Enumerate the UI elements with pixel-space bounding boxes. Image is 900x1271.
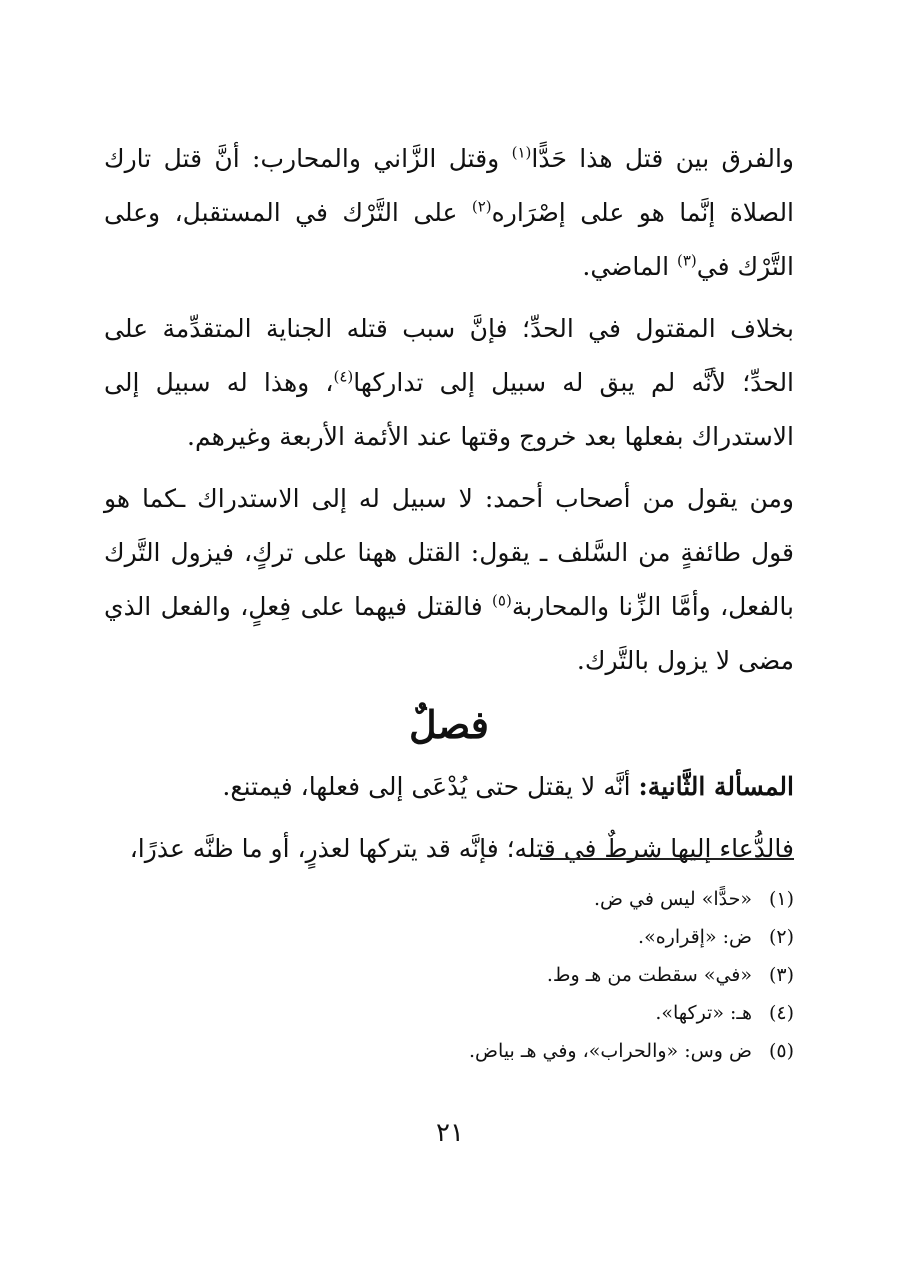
section-heading: فصلٌ bbox=[409, 702, 489, 747]
footnote-separator bbox=[540, 858, 794, 860]
paragraph-1-text-c: على التَّرْك في المستقبل، وعلى التَّرْك في bbox=[104, 198, 794, 281]
footnote-number: (٥) bbox=[768, 1040, 794, 1062]
issue-title: المسألة الثَّانية: bbox=[638, 772, 794, 801]
footnote-number: (١) bbox=[768, 888, 794, 910]
footnote-number: (٤) bbox=[768, 1002, 794, 1024]
footnote-item bbox=[194, 880, 794, 918]
paragraph-2 bbox=[104, 302, 794, 464]
footnote-ref-4[interactable]: (٤) bbox=[333, 367, 354, 386]
footnote-number: (٢) bbox=[768, 926, 794, 948]
paragraph-5: فالدُّعاء إليها شرطٌ في قتله؛ فإنَّه قد يتركها لعذرٍ، أو ما ظنَّه عذرًا، bbox=[129, 834, 794, 863]
footnote-text: «حدًّا» ليس في ض. bbox=[593, 888, 752, 910]
paragraph-2-text-a: بخلاف المقتول في الحدِّ؛ فإنَّ سبب قتله الجناية المتقدِّمة على الحدِّ؛ لأنَّه لم يبق له سبيل إلى تداركها bbox=[104, 314, 795, 397]
paragraph-1-text-b: وقتل الزَّاني والمحارب: أنَّ قتل تارك الصلاة إنَّما هو على إصْرَاره bbox=[104, 144, 795, 227]
paragraph-3 bbox=[104, 472, 794, 688]
footnote-ref-2[interactable]: (٢) bbox=[471, 197, 492, 216]
footnote-text: ض وس: «والحراب»، وفي هـ بياض. bbox=[469, 1040, 752, 1062]
page-number: ٢١ bbox=[436, 1118, 464, 1148]
paragraph-4-text: أنَّه لا يقتل حتى يُدْعَى إلى فعلها، فيمتنع. bbox=[222, 772, 639, 801]
footnote-item bbox=[194, 1032, 794, 1070]
footnote-ref-1[interactable]: (١) bbox=[511, 143, 532, 162]
paragraph-3-text-a: ومن يقول من أصحاب أحمد: لا سبيل له إلى الاستدراك ـكما هو قول طائفةٍ من السَّلف ـ يقول: القتل ههنا على تركٍ، فيزول التَّرك بالفعل، وأمَّا الزِّنا والمحاربة bbox=[104, 484, 794, 621]
paragraph-1 bbox=[104, 132, 794, 294]
footnote-ref-3[interactable]: (٣) bbox=[676, 251, 697, 270]
page-body bbox=[104, 132, 794, 876]
paragraph-1-text-a: والفرق بين قتل هذا حَدًّا bbox=[531, 144, 795, 173]
footnote-item bbox=[194, 994, 794, 1032]
footnote-item bbox=[194, 918, 794, 956]
paragraph-2-text-b: ، وهذا له سبيل إلى الاستدراك بفعلها بعد خروج وقتها عند الأئمة الأربعة وغيرهم. bbox=[104, 368, 794, 451]
paragraph-4 bbox=[104, 760, 794, 814]
footnote-number: (٣) bbox=[768, 964, 794, 986]
footnote-text: «في» سقطت من هـ وط. bbox=[546, 964, 752, 986]
footnote-item bbox=[194, 956, 794, 994]
footnotes-list bbox=[194, 880, 794, 1070]
paragraph-1-text-d: الماضي. bbox=[582, 252, 677, 281]
footnote-text: هـ: «تركها». bbox=[655, 1002, 752, 1024]
footnote-ref-5[interactable]: (٥) bbox=[492, 591, 512, 610]
footnote-text: ض: «إقراره». bbox=[638, 926, 752, 948]
paragraph-3-text-b: فالقتل فيهما على فِعلٍ، والفعل الذي مضى لا يزول بالتَّرك. bbox=[104, 592, 794, 675]
